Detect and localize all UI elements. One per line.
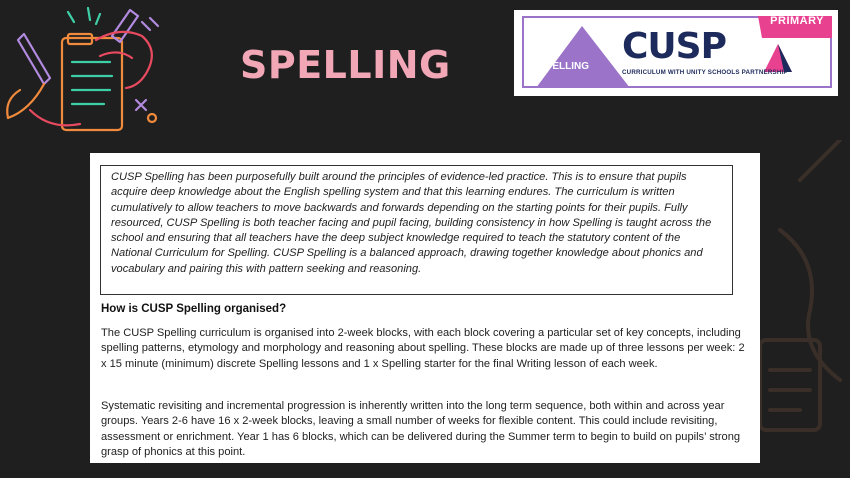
logo-primary-label: PRIMARY bbox=[770, 15, 824, 27]
paragraph: Systematic revisiting and incremental progression is inherently written into the long term sequence, both within and across year groups. Years 2-6 have 16 x 2-week blocks, leaving a small number of weeks for flexible content. This could include revisiting, assessment or enrichment. Year 1 has 6 blocks, which can be delivered during the Summer term to begin to build on pupils’ strong grasp of phonics at this point. bbox=[101, 400, 741, 458]
logo-tagline: CURRICULUM WITH UNITY SCHOOLS PARTNERSHIP bbox=[622, 69, 788, 76]
logo-brand: CUSP bbox=[622, 26, 726, 67]
writing-hand-icon bbox=[0, 0, 170, 140]
document-panel bbox=[90, 153, 760, 463]
cusp-logo bbox=[514, 10, 838, 96]
paragraph: The CUSP Spelling curriculum is organised into 2-week blocks, with each block covering a particular set of key concepts, including spelling patterns, etymology and morphology and reasoning about spelling. These blocks are made up of three lessons per week: 2 x 15 minute (minimum) discrete Spelling lessons and 1 x Spelling starter for the final Writing lesson of each week. bbox=[101, 327, 745, 370]
section-heading: How is CUSP Spelling organised? bbox=[101, 303, 287, 315]
slide-title: SPELLING bbox=[240, 43, 451, 87]
logo-spelling-label: SPELLING bbox=[539, 61, 590, 72]
intro-box: CUSP Spelling has been purposefully built around the principles of evidence-led practice. This is to ensure that pupils acquire deep knowledge about the English spelling system and that this learning endures. The curriculum is written cumulatively to allow teachers to move backwards and forwards depending on the starting points for their pupils. Fully resourced, CUSP Spelling is both teacher facing and pupil facing, building consistency in how Spelling is taught across the school and ensuring that all teachers have the deep subject knowledge required to teach the statutory content of the National Curriculum for Spelling. CUSP Spelling is a balanced approach, drawing together knowledge about phonics and vocabulary and pairing this with pattern seeking and reasoning. bbox=[100, 165, 733, 295]
